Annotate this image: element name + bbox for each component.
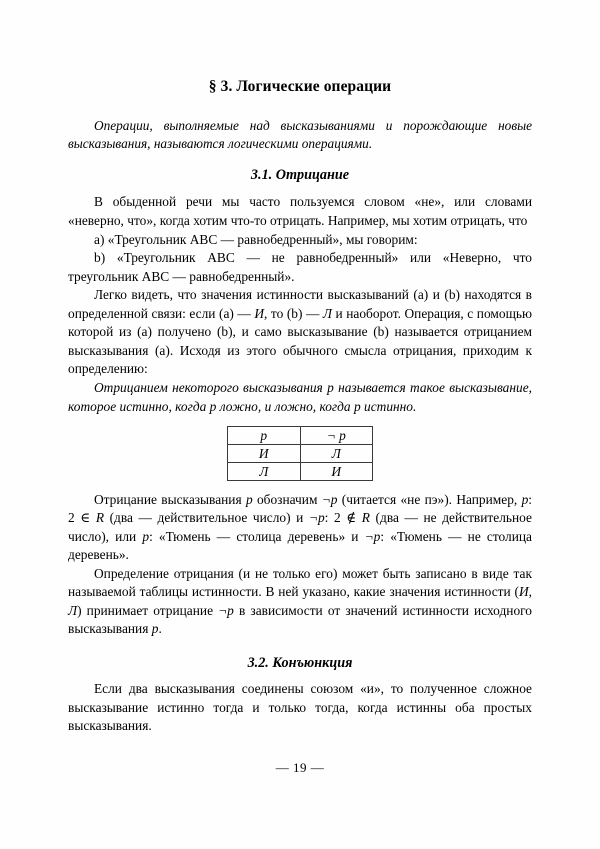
definition-text-2: называется такое высказывание, которое истинно, когда [68, 380, 532, 414]
truth-value-i: И [254, 305, 265, 321]
symbol-not-p-3: ¬p [364, 528, 381, 544]
list-item-a: a) «Треугольник ABC — равнобедренный», мы говорим: [94, 231, 418, 247]
variable-p-2: p [209, 398, 217, 414]
variable-p-1: p [327, 380, 334, 395]
explanation-text-3: ) принимает отрицание [77, 602, 219, 618]
paragraph-conjunction: Если два высказывания соединены союзом «и», то полученное сложное высказывание истинно тогда и только тогда, когда истинны оба простых высказывания. [68, 681, 532, 734]
truth-value-l: Л [322, 305, 332, 321]
definition-text-4: истинно. [360, 398, 417, 414]
truth-value-i-2: И [518, 584, 529, 600]
paragraph-truth-values [68, 286, 532, 379]
table-row [228, 444, 373, 462]
symbol-not-p-2: ¬p [308, 510, 325, 526]
table-header-p: p [228, 426, 301, 444]
explanation-text-5: . [158, 621, 162, 637]
table-cell-notp-true: И [300, 462, 373, 480]
symbol-set-r-1: R [95, 510, 104, 526]
symbol-not-element-of: ∉ [346, 510, 357, 526]
paragraph-everyday-speech: В обыденной речи мы часто пользуемся словом «не», или словами «неверно, что», когда хотим что-то отрицать. Например, мы хотим отрицать, что [68, 194, 532, 228]
symbol-element-of: ∈ [80, 510, 91, 526]
table-cell-p-false: Л [228, 462, 301, 480]
notation-text-4: : 2 [68, 491, 533, 526]
notation-text-10: : «Тюмень — столица деревень» и [149, 528, 365, 544]
paragraph-truth-table-explanation [68, 565, 532, 639]
symbol-set-r-2: R [361, 510, 370, 526]
table-row-header [228, 426, 373, 444]
truth-values-text-3: и наоборот. Операция, с помощью которой из (a) получено (b), и само высказывание (b) называется отрицанием высказывания (a). Исходя из этого обычного смысла отрицания, приходим к определению: [68, 305, 532, 377]
table-cell-p-true: И [228, 444, 301, 462]
variable-p-6: p [142, 528, 150, 544]
section-heading-3-2: 3.2. Конъюнкция [247, 655, 353, 672]
notation-text-2: обозначим [252, 491, 322, 507]
explanation-text-1: Определение отрицания (и не только его) может быть записано в виде так называемой таблицы истинности. В ней указано, какие значения истинности ( [68, 565, 532, 600]
notation-text-3: (читается «не пэ»). Например, [337, 491, 522, 507]
page-title: § 3. Логические операции [208, 78, 392, 95]
intro-paragraph: Операции, выполняемые над высказываниями и порождающие новые высказывания, называются логическими операциями. [68, 117, 532, 152]
truth-value-l-2: Л [68, 602, 78, 618]
variable-p-5: p [521, 491, 529, 507]
table-row [228, 462, 373, 480]
list-item-b: b) «Треугольник ABC — не равнобедренный» или «Неверно, что треугольник ABC — равнобедренный». [68, 250, 532, 284]
section-heading-3-1: 3.1. Отрицание [250, 167, 350, 184]
table-cell-notp-false: Л [300, 444, 373, 462]
symbol-not-p-4: ¬p [218, 602, 234, 618]
notation-text-7: : 2 [324, 510, 347, 526]
page-number: — 19 — [275, 760, 325, 775]
notation-text-9: (два — не действительное число), или [68, 510, 532, 544]
truth-values-text-1: Легко видеть, что значения истинности высказываний (a) и (b) находятся в определенной связи: если (a) — [68, 287, 532, 321]
notation-text-11: : «Тюмень — не столица деревень». [68, 528, 533, 563]
paragraph-notation [68, 491, 532, 565]
truth-table [227, 426, 373, 481]
truth-values-text-2: , то (b) — [264, 305, 323, 321]
notation-text-1: Отрицание высказывания [94, 491, 246, 507]
notation-text-6: (два — действительное число) и [104, 510, 309, 526]
variable-p-4: p [245, 491, 253, 507]
page-content [68, 78, 532, 736]
symbol-not-p-1: ¬p [321, 491, 338, 507]
explanation-text-2: , [528, 584, 532, 600]
table-header-not-p: ¬ p [300, 426, 373, 444]
truth-table-container [68, 426, 532, 481]
definition-text-1: Отрицанием некоторого высказывания [94, 380, 328, 395]
definition-text-3: ложно, и ложно, когда [216, 398, 354, 414]
explanation-text-4: в зависимости от значений истинности исходного высказывания [68, 602, 532, 637]
variable-p-3: p [353, 398, 361, 414]
definition-negation [68, 379, 532, 417]
variable-p-7: p [151, 621, 159, 637]
